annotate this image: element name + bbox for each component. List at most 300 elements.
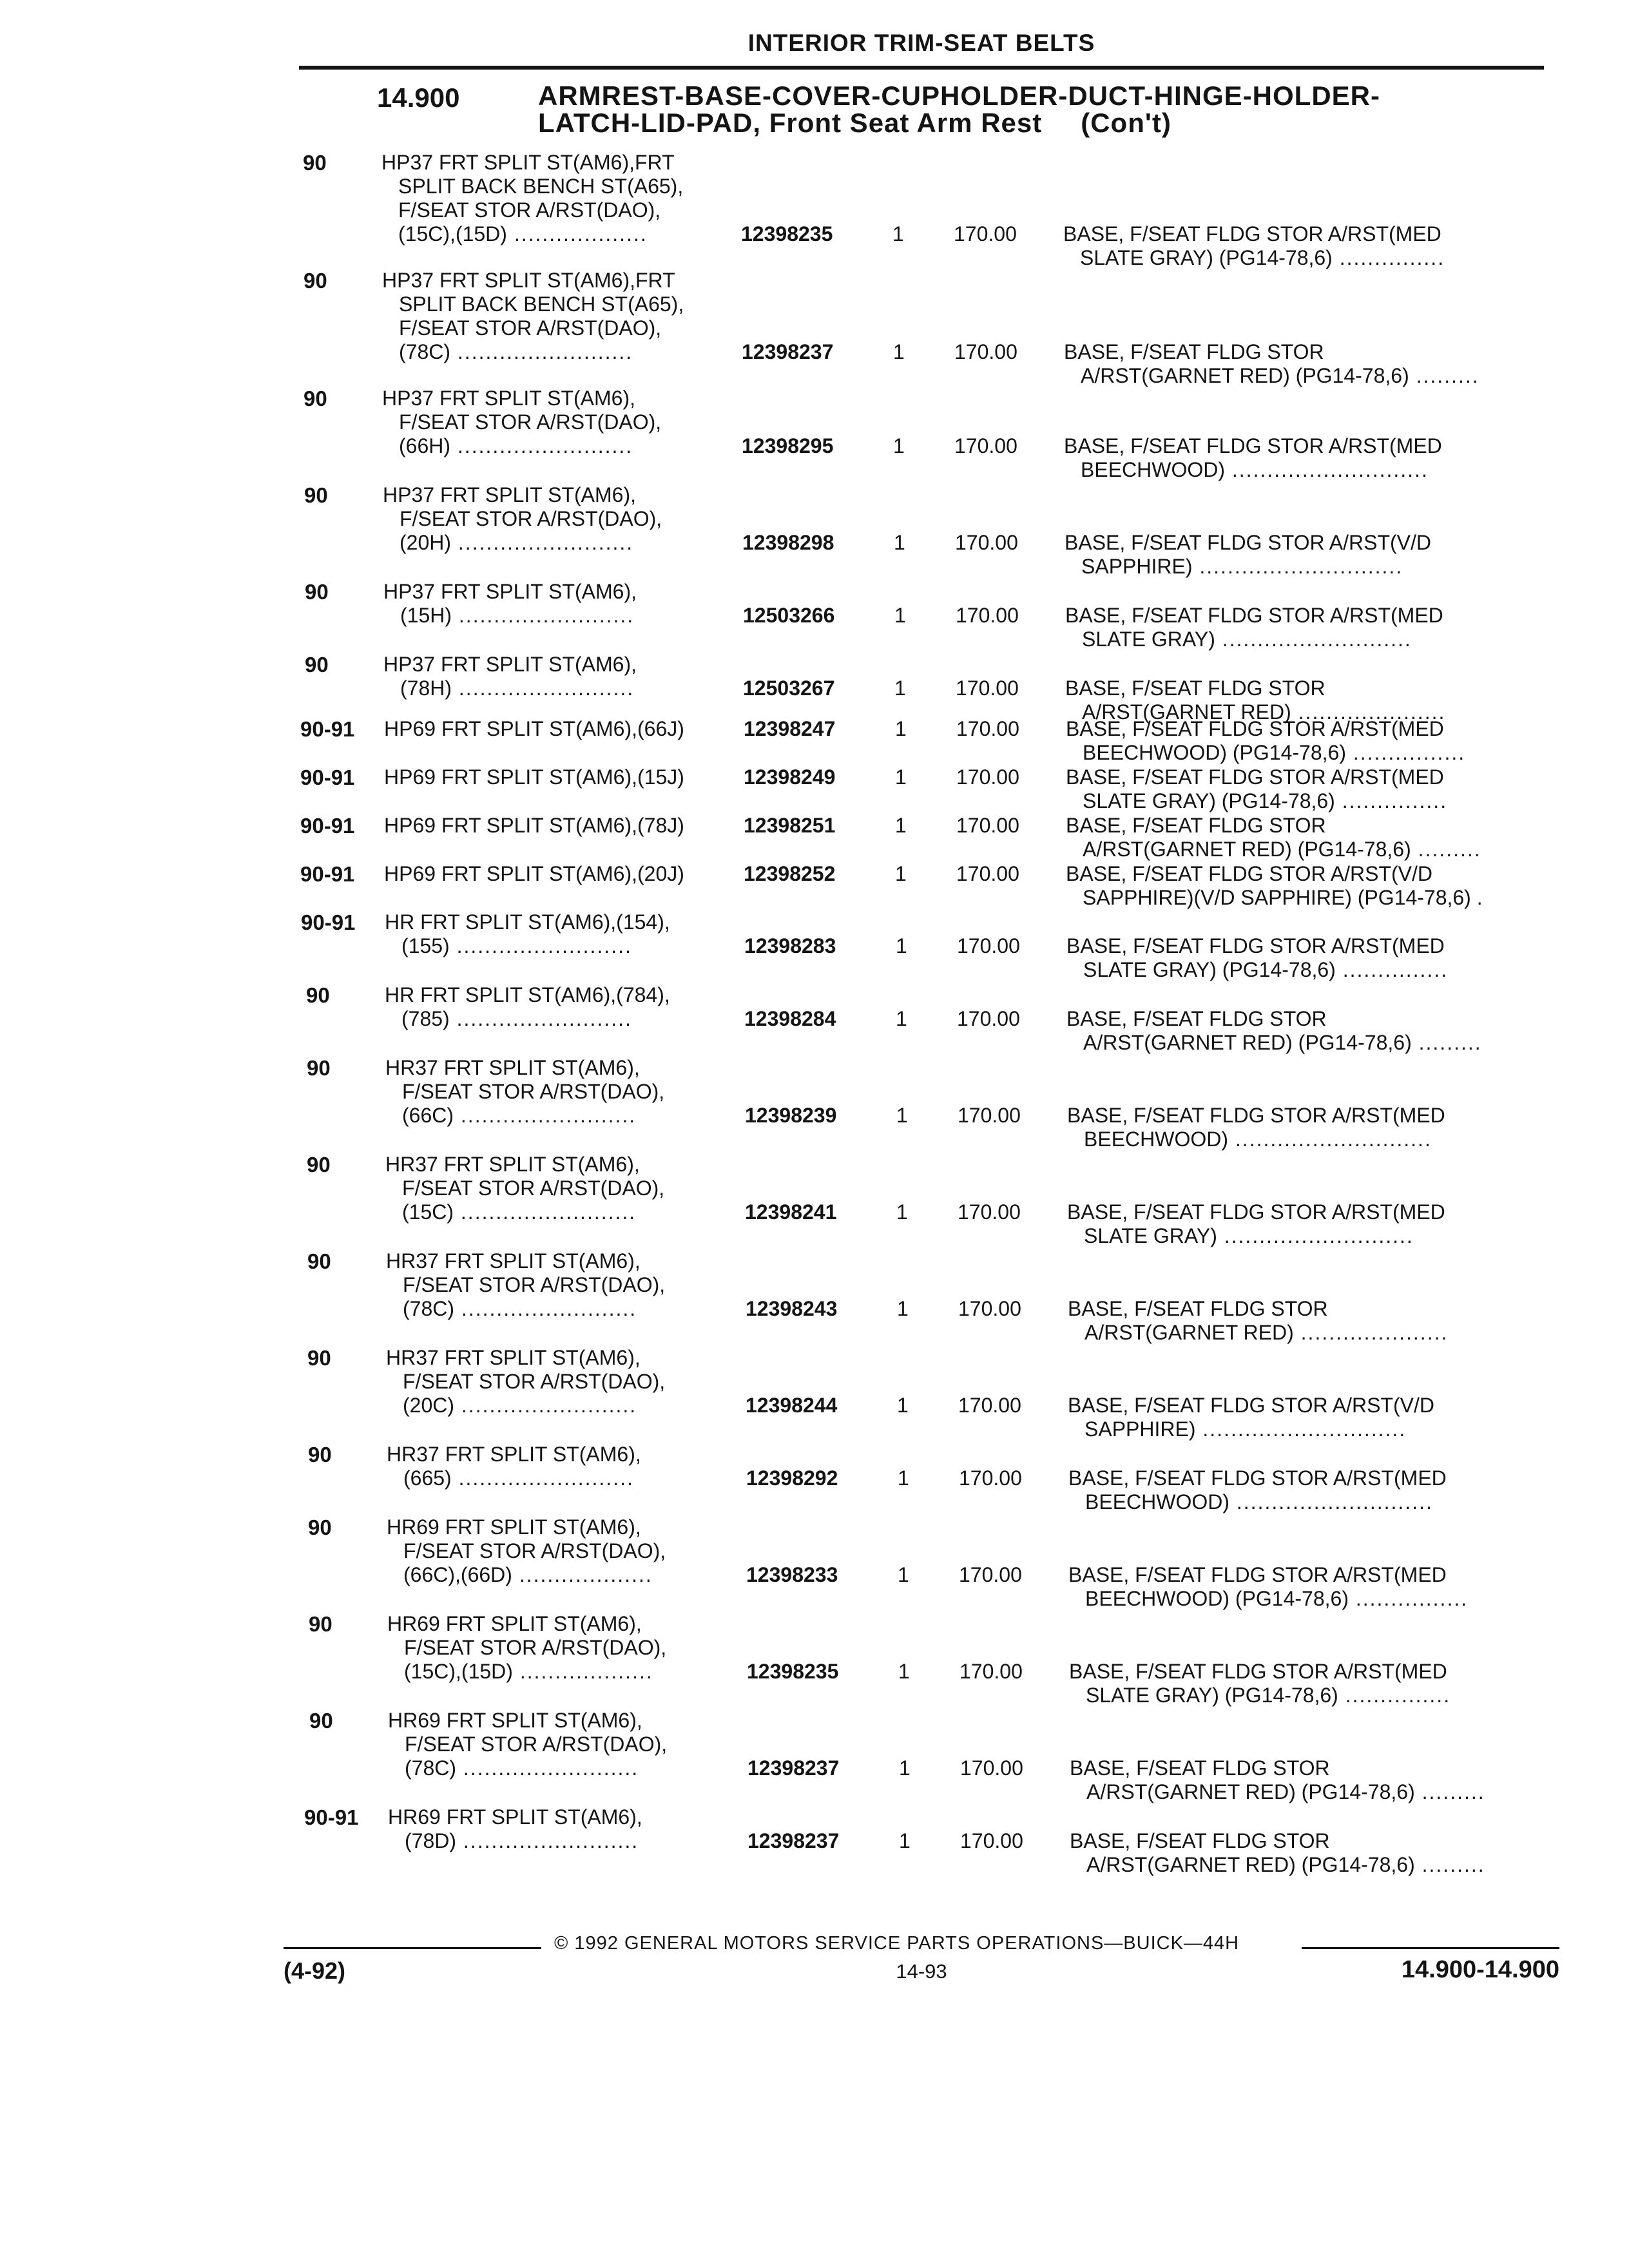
item-description-text: BASE, F/SEAT FLDG STOR <box>1065 677 1325 700</box>
model-year: 90 <box>304 269 327 293</box>
page-title: INTERIOR TRIM-SEAT BELTS <box>747 30 1095 56</box>
application-text: (785) <box>401 1007 450 1030</box>
application-text: F/SEAT STOR A/RST(DAO), <box>402 1177 665 1200</box>
part-number: 12398237 <box>747 1756 840 1780</box>
item-description-line <box>1083 1031 1482 1055</box>
dot-leader: ............................. <box>1195 1418 1407 1441</box>
part-number: 12398249 <box>744 765 836 789</box>
item-description-text: BASE, F/SEAT FLDG STOR A/RST(MED <box>1066 717 1444 740</box>
item-description-line <box>1083 741 1465 765</box>
item-description-text: BASE, F/SEAT FLDG STOR <box>1066 1007 1327 1030</box>
item-description-line <box>1086 1684 1451 1707</box>
dot-leader: ......................... <box>449 1007 632 1030</box>
application-line <box>398 222 648 246</box>
price: 170.00 <box>956 677 1019 700</box>
item-description-line <box>1084 1418 1406 1441</box>
item-description-line <box>1065 531 1431 555</box>
item-description-text: BASE, F/SEAT FLDG STOR <box>1064 340 1324 363</box>
price: 170.00 <box>956 862 1019 885</box>
item-description-line <box>1064 434 1442 458</box>
quantity: 1 <box>894 531 905 554</box>
section-title-line1: ARMREST-BASE-COVER-CUPHOLDER-DUCT-HINGE-HOLDER- <box>538 81 1380 111</box>
model-year: 90 <box>307 1153 331 1177</box>
item-description-line <box>1067 1104 1445 1128</box>
item-description-line <box>1086 1853 1485 1877</box>
quantity: 1 <box>897 1394 909 1417</box>
dot-leader: ............... <box>1335 958 1449 981</box>
application-text: F/SEAT STOR A/RST(DAO), <box>402 1080 665 1103</box>
part-number: 12398239 <box>745 1104 837 1127</box>
part-number: 12398233 <box>746 1563 838 1586</box>
item-description-text: BEECHWOOD) (PG14-78,6) <box>1085 1587 1349 1610</box>
item-description-text: BASE, F/SEAT FLDG STOR A/RST(MED <box>1063 222 1441 245</box>
application-line <box>403 1563 653 1587</box>
part-number: 12398235 <box>747 1660 839 1683</box>
dot-leader: ............................ <box>1229 1490 1433 1514</box>
application-line <box>381 151 675 175</box>
item-description-line <box>1064 340 1324 364</box>
model-year: 90 <box>303 151 327 175</box>
item-description-text: BASE, F/SEAT FLDG STOR A/RST(V/D <box>1066 862 1433 885</box>
part-number: 12398243 <box>746 1297 838 1320</box>
model-year: 90-91 <box>300 814 355 838</box>
model-year: 90 <box>307 1346 331 1370</box>
item-description-line <box>1083 789 1447 813</box>
dot-leader: ......................... <box>450 434 633 457</box>
dot-leader: ......................... <box>449 934 632 957</box>
application-text: HR37 FRT SPLIT ST(AM6), <box>386 1249 641 1273</box>
application-text: SPLIT BACK BENCH ST(A65), <box>399 293 684 316</box>
item-description-text: SLATE GRAY) (PG14-78,6) <box>1083 789 1335 812</box>
item-description-line <box>1085 1490 1433 1514</box>
price: 170.00 <box>957 1007 1020 1030</box>
application-line <box>399 293 684 316</box>
application-text: F/SEAT STOR A/RST(DAO), <box>400 507 662 530</box>
quantity: 1 <box>894 677 906 700</box>
application-text: F/SEAT STOR A/RST(DAO), <box>398 198 661 222</box>
price: 170.00 <box>959 1466 1022 1490</box>
item-description-line <box>1066 814 1326 838</box>
application-text: (15H) <box>400 604 452 627</box>
application-text: (78C) <box>405 1756 457 1780</box>
price: 170.00 <box>956 765 1019 789</box>
dot-leader: ................... <box>512 1660 653 1683</box>
part-number: 12398251 <box>744 814 836 837</box>
quantity: 1 <box>892 222 904 245</box>
item-description-line <box>1084 1128 1432 1151</box>
item-description-text: A/RST(GARNET RED) (PG14-78,6) <box>1083 838 1411 861</box>
dot-leader: ........................... <box>1217 1224 1414 1247</box>
section-code: 14.900 <box>377 82 460 113</box>
item-description-line <box>1081 364 1480 388</box>
application-text: HR37 FRT SPLIT ST(AM6), <box>387 1443 641 1466</box>
application-text: (15C),(15D) <box>404 1660 513 1683</box>
quantity: 1 <box>893 340 905 363</box>
part-number: 12398298 <box>742 531 834 554</box>
item-description-text: SAPPHIRE)(V/D SAPPHIRE) (PG14-78,6) . <box>1083 886 1483 909</box>
price: 170.00 <box>958 1297 1021 1320</box>
application-line <box>405 1733 667 1756</box>
item-description-text: BEECHWOOD) <box>1084 1128 1228 1151</box>
item-description-text: BASE, F/SEAT FLDG STOR A/RST(MED <box>1067 1200 1445 1224</box>
application-line <box>399 434 633 458</box>
part-number: 12398237 <box>747 1829 840 1852</box>
application-text: HP69 FRT SPLIT ST(AM6),(66J) <box>384 717 684 740</box>
application-text: HR69 FRT SPLIT ST(AM6), <box>387 1515 641 1539</box>
application-line <box>402 1080 664 1104</box>
item-description-text: A/RST(GARNET RED) (PG14-78,6) <box>1083 1031 1412 1054</box>
application-line <box>405 1756 639 1780</box>
price: 170.00 <box>954 340 1017 363</box>
item-description-line <box>1068 1466 1447 1490</box>
item-description-text: BASE, F/SEAT FLDG STOR A/RST(MED <box>1066 765 1444 789</box>
application-line <box>399 340 633 364</box>
item-description-line <box>1083 958 1448 982</box>
quantity: 1 <box>897 1297 909 1320</box>
quantity: 1 <box>899 1829 911 1852</box>
quantity: 1 <box>898 1563 909 1586</box>
application-line <box>401 1007 632 1031</box>
item-description-text: BASE, F/SEAT FLDG STOR A/RST(V/D <box>1065 531 1432 554</box>
item-description-line <box>1080 246 1445 270</box>
price: 170.00 <box>958 1200 1021 1224</box>
dot-leader: ............... <box>1335 789 1448 812</box>
application-line <box>404 1636 666 1660</box>
quantity: 1 <box>893 434 905 457</box>
dot-leader: ..................... <box>1291 700 1446 724</box>
price: 170.00 <box>954 434 1017 457</box>
item-description-line <box>1084 1224 1414 1248</box>
part-number: 12398235 <box>741 222 833 245</box>
dot-leader: ........................... <box>1215 628 1412 651</box>
dot-leader: ......... <box>1414 1780 1485 1803</box>
application-line <box>404 1660 653 1684</box>
application-line <box>403 1539 666 1563</box>
application-line <box>402 1200 636 1224</box>
application-text: (78D) <box>405 1829 457 1852</box>
model-year: 90 <box>304 483 328 507</box>
application-text: F/SEAT STOR A/RST(DAO), <box>403 1370 666 1393</box>
application-text: (665) <box>403 1466 452 1490</box>
price: 170.00 <box>954 222 1017 245</box>
item-description-text: BEECHWOOD) (PG14-78,6) <box>1083 741 1346 764</box>
item-description-text: SLATE GRAY) (PG14-78,6) <box>1080 246 1333 269</box>
model-year: 90 <box>309 1612 333 1636</box>
application-text: HP37 FRT SPLIT ST(AM6), <box>383 483 636 506</box>
dot-leader: ......................... <box>452 604 635 627</box>
part-number: 12398292 <box>746 1466 838 1490</box>
application-line <box>386 1346 641 1370</box>
dot-leader: ............................ <box>1225 458 1429 481</box>
item-description-text: SLATE GRAY) <box>1082 628 1215 651</box>
application-line <box>403 1273 665 1297</box>
application-line <box>400 531 633 555</box>
model-year: 90-91 <box>300 765 355 789</box>
item-description-text: BASE, F/SEAT FLDG STOR <box>1070 1756 1330 1780</box>
model-year: 90-91 <box>301 910 356 934</box>
application-line <box>383 483 636 507</box>
application-line <box>403 1297 637 1321</box>
application-text: HR69 FRT SPLIT ST(AM6), <box>387 1612 642 1635</box>
application-text: F/SEAT STOR A/RST(DAO), <box>399 410 662 434</box>
part-number: 12503266 <box>743 604 835 627</box>
quantity: 1 <box>896 934 907 957</box>
section-continued: (Con't) <box>1081 108 1171 138</box>
item-description-text: BASE, F/SEAT FLDG STOR <box>1066 814 1326 837</box>
application-line <box>383 653 637 677</box>
model-year: 90 <box>308 1515 332 1539</box>
application-line <box>384 814 684 838</box>
dot-leader: ............................ <box>1228 1128 1432 1151</box>
item-description-text: BEECHWOOD) <box>1081 458 1225 481</box>
item-description-text: A/RST(GARNET RED) (PG14-78,6) <box>1086 1780 1415 1803</box>
application-text: F/SEAT STOR A/RST(DAO), <box>404 1636 667 1659</box>
price: 170.00 <box>960 1756 1023 1780</box>
application-text: HP37 FRT SPLIT ST(AM6), <box>382 387 635 410</box>
application-text: HR37 FRT SPLIT ST(AM6), <box>386 1346 641 1369</box>
dot-leader: ................ <box>1345 741 1466 764</box>
application-line <box>382 387 635 410</box>
application-line <box>384 717 684 741</box>
application-line <box>403 1370 665 1394</box>
item-description-line <box>1081 555 1403 579</box>
item-description-text: BASE, F/SEAT FLDG STOR A/RST(MED <box>1064 434 1442 457</box>
application-text: HP37 FRT SPLIT ST(AM6),FRT <box>382 269 675 292</box>
part-number: 12398295 <box>742 434 834 457</box>
quantity: 1 <box>895 814 907 837</box>
application-line <box>402 1104 636 1128</box>
application-text: (66C) <box>402 1104 454 1127</box>
application-text: F/SEAT STOR A/RST(DAO), <box>403 1539 666 1562</box>
dot-leader: ............................. <box>1192 555 1403 578</box>
part-number: 12398241 <box>745 1200 837 1224</box>
item-description-text: SLATE GRAY) (PG14-78,6) <box>1086 1684 1338 1707</box>
application-text: (66C),(66D) <box>403 1563 512 1586</box>
part-number: 12398283 <box>744 934 836 957</box>
part-number: 12398284 <box>744 1007 836 1030</box>
application-text: (66H) <box>399 434 451 457</box>
price: 170.00 <box>956 717 1019 740</box>
price: 170.00 <box>959 1660 1023 1683</box>
footer-rule-left <box>284 1947 541 1949</box>
application-text: HP37 FRT SPLIT ST(AM6),FRT <box>381 151 675 174</box>
quantity: 1 <box>896 1104 908 1127</box>
application-line <box>400 677 634 700</box>
part-number: 12503267 <box>743 677 835 700</box>
item-description-text: BASE, F/SEAT FLDG STOR A/RST(MED <box>1065 604 1443 627</box>
item-description-line <box>1066 934 1445 958</box>
model-year: 90 <box>307 1249 331 1273</box>
application-text: HR37 FRT SPLIT ST(AM6), <box>385 1153 640 1176</box>
application-line <box>383 580 637 604</box>
application-text: HP69 FRT SPLIT ST(AM6),(78J) <box>384 814 684 837</box>
price: 170.00 <box>958 1104 1021 1127</box>
dot-leader: ......................... <box>451 1466 634 1490</box>
application-text: F/SEAT STOR A/RST(DAO), <box>403 1273 666 1296</box>
item-description-line <box>1086 1780 1485 1804</box>
application-text: HP37 FRT SPLIT ST(AM6), <box>383 653 637 676</box>
application-text: HR37 FRT SPLIT ST(AM6), <box>385 1056 640 1079</box>
item-description-line <box>1068 1394 1434 1418</box>
model-year: 90-91 <box>304 1805 359 1829</box>
price: 170.00 <box>958 1394 1021 1417</box>
page-footer <box>284 1933 1559 1991</box>
quantity: 1 <box>895 862 907 885</box>
dot-leader: ......................... <box>454 1200 637 1224</box>
item-description-text: A/RST(GARNET RED) (PG14-78,6) <box>1086 1853 1415 1876</box>
part-number: 12398247 <box>744 717 836 740</box>
item-description-line <box>1082 628 1412 651</box>
model-year: 90 <box>306 983 330 1007</box>
item-description-text: BEECHWOOD) <box>1085 1490 1229 1514</box>
item-description-line <box>1083 838 1481 861</box>
quantity: 1 <box>898 1466 909 1490</box>
price: 170.00 <box>960 1829 1023 1852</box>
dot-leader: ......................... <box>450 340 633 363</box>
item-description-text: BASE, F/SEAT FLDG STOR A/RST(MED <box>1068 1563 1447 1586</box>
section-title-line2: LATCH-LID-PAD, Front Seat Arm Rest <box>538 108 1043 138</box>
application-text: (20C) <box>403 1394 455 1417</box>
application-line <box>386 1249 641 1273</box>
item-description-text: SAPPHIRE) <box>1081 555 1193 578</box>
item-description-line <box>1070 1829 1330 1853</box>
item-description-text: SLATE GRAY) (PG14-78,6) <box>1083 958 1336 981</box>
model-year: 90 <box>308 1443 332 1466</box>
quantity: 1 <box>894 604 906 627</box>
item-description-line <box>1065 677 1325 700</box>
price: 170.00 <box>956 814 1019 837</box>
application-text: (78C) <box>399 340 451 363</box>
item-description-text: A/RST(GARNET RED) (PG14-78,6) <box>1081 364 1409 387</box>
application-line <box>387 1443 641 1466</box>
item-description-line <box>1066 862 1432 886</box>
quantity: 1 <box>899 1756 911 1780</box>
application-text: (15C) <box>402 1200 454 1224</box>
dot-leader: ......... <box>1411 838 1481 861</box>
application-line <box>387 1515 641 1539</box>
item-description-line <box>1066 765 1444 789</box>
application-line <box>401 934 632 958</box>
quantity: 1 <box>896 1007 907 1030</box>
price: 170.00 <box>955 531 1018 554</box>
application-line <box>388 1805 642 1829</box>
application-line <box>400 604 634 628</box>
item-description-text: BASE, F/SEAT FLDG STOR A/RST(MED <box>1068 1466 1447 1490</box>
application-text: HR FRT SPLIT ST(AM6),(784), <box>385 983 670 1006</box>
footer-rule-right <box>1302 1947 1559 1949</box>
application-line <box>385 910 670 934</box>
application-text: SPLIT BACK BENCH ST(A65), <box>398 175 684 198</box>
copyright: © 1992 GENERAL MOTORS SERVICE PARTS OPERATIONS—BUICK—44H <box>554 1933 1240 1954</box>
quantity: 1 <box>898 1660 910 1683</box>
part-number: 12398252 <box>744 862 836 885</box>
price: 170.00 <box>956 604 1019 627</box>
dot-leader: ......................... <box>452 677 635 700</box>
item-description-text: BASE, F/SEAT FLDG STOR A/RST(V/D <box>1068 1394 1435 1417</box>
item-description-text: SLATE GRAY) <box>1084 1224 1217 1247</box>
item-description-text: SAPPHIRE) <box>1084 1418 1196 1441</box>
quantity: 1 <box>895 717 907 740</box>
dot-leader: ............... <box>1338 1684 1451 1707</box>
item-description-line <box>1067 1200 1445 1224</box>
application-text: HR FRT SPLIT ST(AM6),(154), <box>385 910 670 934</box>
application-line <box>402 1177 664 1200</box>
item-description-line <box>1065 604 1443 628</box>
application-text: (155) <box>401 934 450 957</box>
application-text: (20H) <box>400 531 452 554</box>
dot-leader: ............... <box>1332 246 1445 269</box>
application-text: F/SEAT STOR A/RST(DAO), <box>405 1733 668 1756</box>
quantity: 1 <box>896 1200 908 1224</box>
application-text: (78H) <box>400 677 452 700</box>
page-number: 14-93 <box>896 1960 947 1983</box>
application-line <box>403 1466 634 1490</box>
item-description-text: A/RST(GARNET RED) <box>1084 1321 1294 1344</box>
dot-leader: ......... <box>1409 364 1480 387</box>
application-line <box>400 507 662 531</box>
model-year: 90-91 <box>300 862 355 886</box>
application-line <box>385 1153 640 1177</box>
item-description-text: BASE, F/SEAT FLDG STOR A/RST(MED <box>1069 1660 1447 1683</box>
item-description-line <box>1068 1297 1328 1321</box>
dot-leader: ................... <box>512 1563 653 1586</box>
application-line <box>388 1709 642 1733</box>
application-line <box>384 765 684 789</box>
part-number: 12398244 <box>746 1394 838 1417</box>
item-description-line <box>1084 1321 1448 1345</box>
application-line <box>399 316 661 340</box>
application-line <box>387 1612 642 1636</box>
application-line <box>385 1056 640 1080</box>
item-description-text: BASE, F/SEAT FLDG STOR <box>1068 1297 1328 1320</box>
dot-leader: ......................... <box>454 1297 637 1320</box>
dot-leader: ......................... <box>454 1104 637 1127</box>
item-description-line <box>1070 1756 1330 1780</box>
application-text: (15C),(15D) <box>398 222 507 245</box>
item-description-line <box>1068 1563 1447 1587</box>
application-text: HR69 FRT SPLIT ST(AM6), <box>388 1805 642 1829</box>
model-year: 90 <box>305 653 329 677</box>
price: 170.00 <box>959 1563 1022 1586</box>
application-text: (78C) <box>403 1297 455 1320</box>
item-description-line <box>1066 717 1444 741</box>
application-text: HR69 FRT SPLIT ST(AM6), <box>388 1709 642 1732</box>
application-line <box>384 862 684 886</box>
dot-leader: ..................... <box>1293 1321 1449 1344</box>
dot-leader: ......................... <box>451 531 634 554</box>
application-line <box>405 1829 639 1853</box>
dot-leader: ......... <box>1411 1031 1482 1054</box>
dot-leader: ......................... <box>456 1829 639 1852</box>
application-text: F/SEAT STOR A/RST(DAO), <box>399 316 662 340</box>
model-year: 90 <box>309 1709 333 1733</box>
item-description-line <box>1066 1007 1327 1031</box>
model-year: 90 <box>305 580 329 604</box>
application-line <box>399 410 661 434</box>
item-description-text: A/RST(GARNET RED) <box>1082 700 1291 724</box>
application-line <box>385 983 670 1007</box>
model-year: 90 <box>307 1056 331 1080</box>
item-description-line <box>1083 886 1483 910</box>
application-text: HP37 FRT SPLIT ST(AM6), <box>383 580 637 603</box>
item-description-text: BASE, F/SEAT FLDG STOR A/RST(MED <box>1066 934 1445 957</box>
part-number: 12398237 <box>742 340 834 363</box>
model-year: 90-91 <box>300 717 355 741</box>
item-description-line <box>1081 458 1429 482</box>
application-text: HP69 FRT SPLIT ST(AM6),(15J) <box>384 765 684 789</box>
model-year: 90 <box>304 387 327 410</box>
application-line <box>398 198 660 222</box>
